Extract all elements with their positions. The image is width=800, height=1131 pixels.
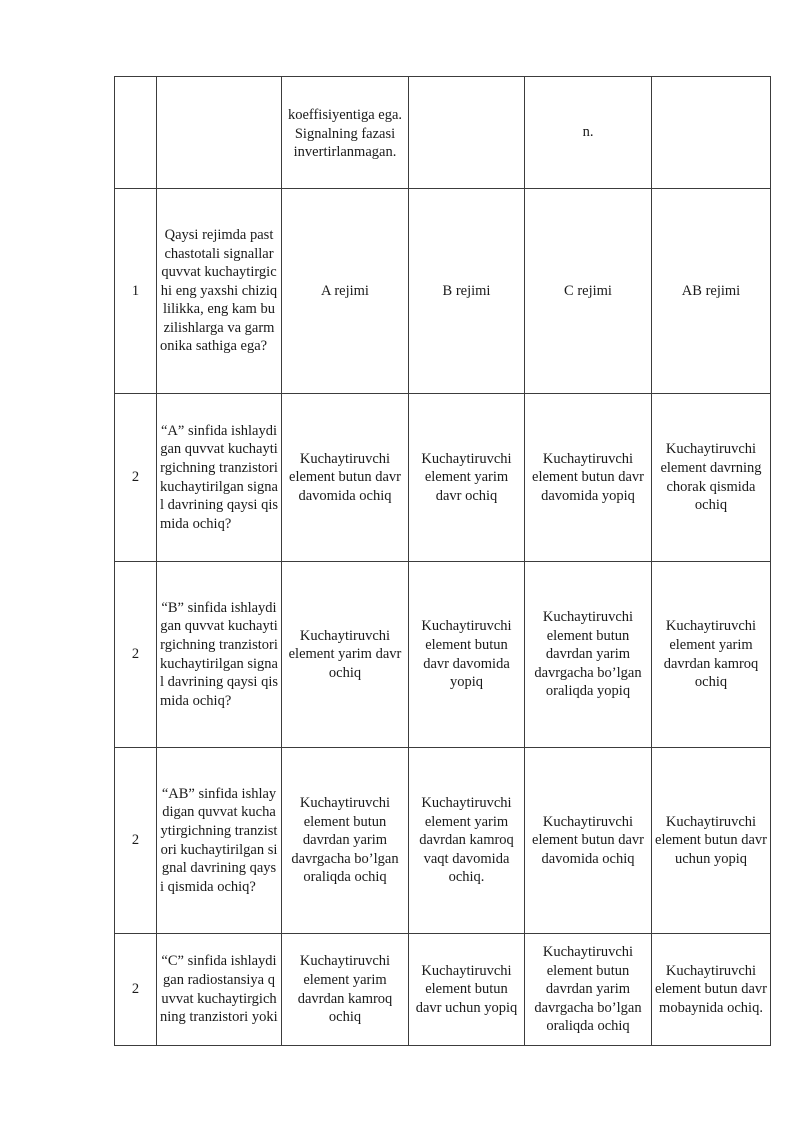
option-b	[409, 77, 525, 189]
question-text	[157, 77, 282, 189]
row-number: 2	[115, 748, 157, 934]
option-a: koeffisiyentiga ega. Signalning fazasi invertirlanmagan.	[282, 77, 409, 189]
option-c: Kuchaytiruvchi element butun davrdan yarim davrgacha bo’lgan oraliqda ochiq	[525, 934, 652, 1046]
table-row	[115, 562, 771, 748]
table-row	[115, 394, 771, 562]
option-b: Kuchaytiruvchi element butun davr uchun yopiq	[409, 934, 525, 1046]
option-d	[652, 77, 771, 189]
option-d: Kuchaytiruvchi element butun davr mobaynida ochiq.	[652, 934, 771, 1046]
option-c: Kuchaytiruvchi element butun davrdan yarim davrgacha bo’lgan oraliqda yopiq	[525, 562, 652, 748]
question-text: “B” sinfida ishlaydigan quvvat kuchaytirgichning tranzistori kuchaytirilgan signal davrining qaysi qismida ochiq?	[157, 562, 282, 748]
row-number: 2	[115, 562, 157, 748]
option-d: Kuchaytiruvchi element butun davr uchun yopiq	[652, 748, 771, 934]
question-text: Qaysi rejimda past chastotali signallar quvvat kuchaytirgichi eng yaxshi chiziqlilikka, eng kam buzilishlarga va garmonika sathiga ega?	[157, 189, 282, 394]
question-table	[114, 76, 771, 1046]
option-b: B rejimi	[409, 189, 525, 394]
option-b: Kuchaytiruvchi element yarim davrdan kamroq vaqt davomida ochiq.	[409, 748, 525, 934]
option-a: Kuchaytiruvchi element butun davr davomida ochiq	[282, 394, 409, 562]
option-d: Kuchaytiruvchi element davrning chorak qismida ochiq	[652, 394, 771, 562]
option-d: AB rejimi	[652, 189, 771, 394]
question-text: “A” sinfida ishlaydigan quvvat kuchaytirgichning tranzistori kuchaytirilgan signal davrining qaysi qismida ochiq?	[157, 394, 282, 562]
option-c: Kuchaytiruvchi element butun davr davomida ochiq	[525, 748, 652, 934]
question-text: “AB” sinfida ishlaydigan quvvat kuchaytirgichning tranzistori kuchaytirilgan signal davrining qaysi qismida ochiq?	[157, 748, 282, 934]
table-row	[115, 748, 771, 934]
option-b: Kuchaytiruvchi element butun davr davomida yopiq	[409, 562, 525, 748]
row-number	[115, 77, 157, 189]
table-row	[115, 77, 771, 189]
option-c: Kuchaytiruvchi element butun davr davomida yopiq	[525, 394, 652, 562]
table-row	[115, 189, 771, 394]
question-text: “C” sinfida ishlaydigan radiostansiya quvvat kuchaytirgichning tranzistori yoki	[157, 934, 282, 1046]
option-c: C rejimi	[525, 189, 652, 394]
row-number: 2	[115, 394, 157, 562]
option-d: Kuchaytiruvchi element yarim davrdan kamroq ochiq	[652, 562, 771, 748]
option-a: Kuchaytiruvchi element butun davrdan yarim davrgacha bo’lgan oraliqda ochiq	[282, 748, 409, 934]
table-row	[115, 934, 771, 1046]
option-c: n.	[525, 77, 652, 189]
option-a: Kuchaytiruvchi element yarim davr ochiq	[282, 562, 409, 748]
option-b: Kuchaytiruvchi element yarim davr ochiq	[409, 394, 525, 562]
row-number: 1	[115, 189, 157, 394]
option-a: Kuchaytiruvchi element yarim davrdan kamroq ochiq	[282, 934, 409, 1046]
option-a: A rejimi	[282, 189, 409, 394]
row-number: 2	[115, 934, 157, 1046]
